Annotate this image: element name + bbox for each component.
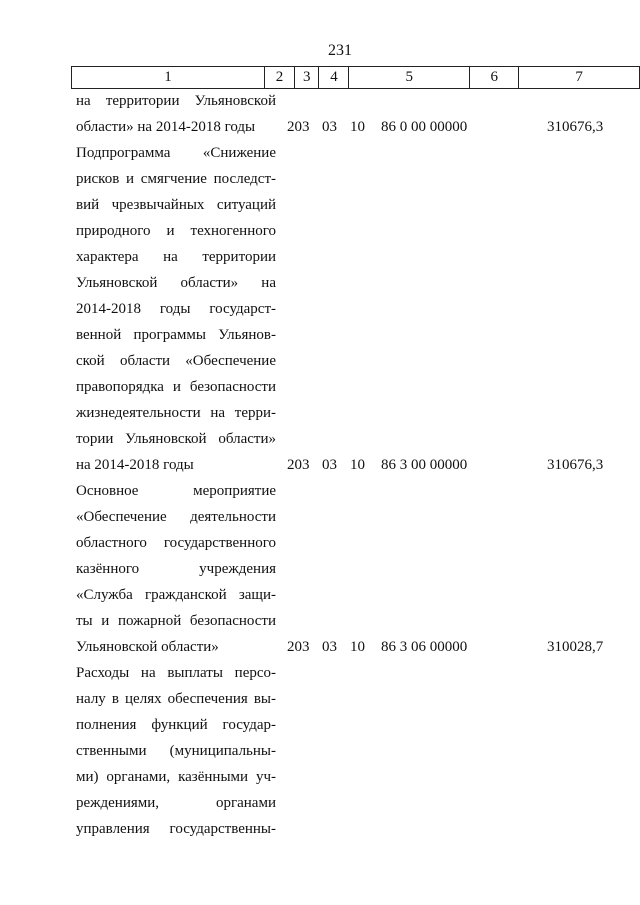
entry-text-line: Ульяновской области» на xyxy=(76,275,276,291)
entry-text-line: жизнедеятельности на терри- xyxy=(76,405,276,421)
code-section: 03 xyxy=(322,119,337,135)
code-target-article: 86 3 06 00000 xyxy=(381,639,468,655)
entry-text-line: «Обеспечение деятельности xyxy=(76,509,276,525)
code-section: 03 xyxy=(322,457,337,473)
entry-text-line: казённого учреждения xyxy=(76,561,276,577)
entry-text-line: «Служба гражданской защи- xyxy=(76,587,276,603)
header-col-3: 3 xyxy=(294,67,319,89)
entry-text-line: Основное мероприятие xyxy=(76,483,276,499)
header-col-1: 1 xyxy=(72,67,265,89)
entry-text-line: управления государственны- xyxy=(76,821,276,837)
code-chapter: 203 xyxy=(287,119,310,135)
entry-text-line: тории Ульяновской области» xyxy=(76,431,276,447)
header-col-2: 2 xyxy=(264,67,294,89)
entry-text-line: реждениями, органами xyxy=(76,795,276,811)
entry-text-line: на территории Ульяновской xyxy=(76,93,276,109)
entry-text-line: на 2014-2018 годы xyxy=(76,457,194,473)
entry-text-line: венной программы Ульянов- xyxy=(76,327,276,343)
entry-text-line: областного государственного xyxy=(76,535,276,551)
entry-text-line: характера на территории xyxy=(76,249,276,265)
code-section: 03 xyxy=(322,639,337,655)
amount-value: 310676,3 xyxy=(547,119,604,135)
entry-text-line: полнения функций государ- xyxy=(76,717,276,733)
amount-value: 310028,7 xyxy=(547,639,604,655)
code-chapter: 203 xyxy=(287,457,310,473)
entry-text-line: природного и техногенного xyxy=(76,223,276,239)
code-subsection: 10 xyxy=(350,457,365,473)
page-number: 231 xyxy=(328,42,352,59)
entry-text-line: Расходы на выплаты персо- xyxy=(76,665,276,681)
amount-value: 310676,3 xyxy=(547,457,604,473)
entry-text-line: Ульяновской области» xyxy=(76,639,219,655)
header-col-5: 5 xyxy=(349,67,470,89)
header-col-6: 6 xyxy=(470,67,519,89)
entry-text-line: Подпрограмма «Снижение xyxy=(76,145,276,161)
entry-text-line: ской области «Обеспечение xyxy=(76,353,276,369)
code-chapter: 203 xyxy=(287,639,310,655)
header-col-4: 4 xyxy=(319,67,349,89)
entry-text-line: правопорядка и безопасности xyxy=(76,379,276,395)
table-header xyxy=(71,66,640,89)
entry-text-line: ми) органами, казёнными уч- xyxy=(76,769,276,785)
entry-text-line: ты и пожарной безопасности xyxy=(76,613,276,629)
entry-text-line: вий чрезвычайных ситуаций xyxy=(76,197,276,213)
entry-text-line: налу в целях обеспечения вы- xyxy=(76,691,276,707)
entry-text-line: области» на 2014-2018 годы xyxy=(76,119,256,135)
entry-text-line: 2014-2018 годы государст- xyxy=(76,301,276,317)
code-subsection: 10 xyxy=(350,639,365,655)
entry-text-line: ственными (муниципальны- xyxy=(76,743,276,759)
header-col-7: 7 xyxy=(519,67,640,89)
entry-text-line: рисков и смягчение последст- xyxy=(76,171,276,187)
code-target-article: 86 0 00 00000 xyxy=(381,119,468,135)
code-target-article: 86 3 00 00000 xyxy=(381,457,468,473)
code-subsection: 10 xyxy=(350,119,365,135)
